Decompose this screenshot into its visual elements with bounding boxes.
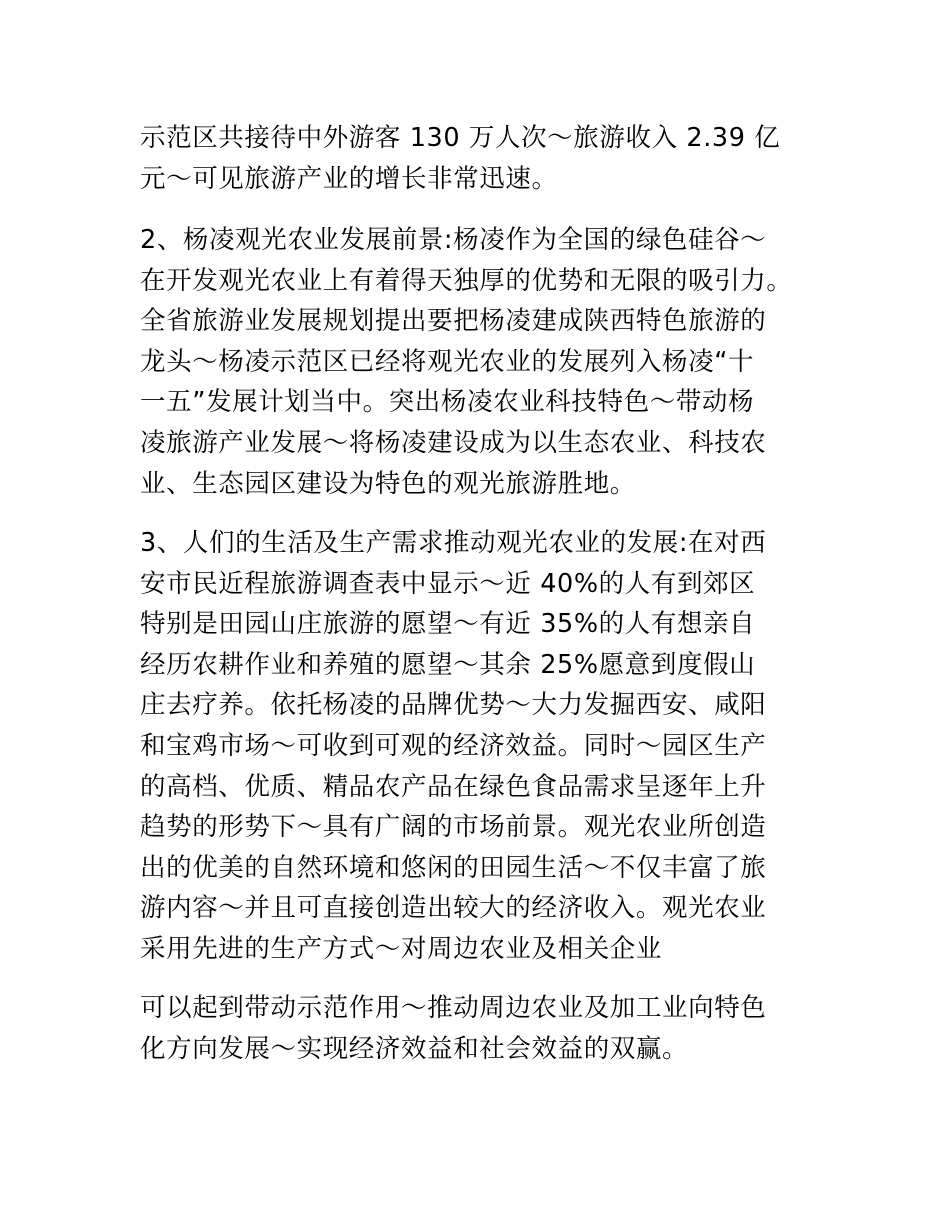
text-line: 2、杨凌观光农业发展前景:杨凌作为全国的绿色硅谷～ [140, 225, 767, 255]
text-line: 3、人们的生活及生产需求推动观光农业的发展:在对西 [140, 528, 767, 558]
text-line: 出的优美的自然环境和悠闲的田园生活～不仅丰富了旅 [140, 852, 767, 883]
text-line: 在开发观光农业上有着得天独厚的优势和无限的吸引力。 [140, 265, 793, 296]
paragraph-demand-drivers [140, 523, 766, 970]
text-line: 特别是田园山庄旅游的愿望～有近 35%的人有想亲自 [140, 609, 756, 640]
text-line: 一五”发展计划当中。突出杨凌农业科技特色～带动杨 [140, 387, 755, 418]
text-line: 游内容～并且可直接创造出较大的经济收入。观光农业 [140, 893, 767, 924]
text-line: 庄去疗养。依托杨凌的品牌优势～大力发掘西安、咸阳 [140, 690, 767, 721]
text-line: 和宝鸡市场～可收到可观的经济效益。同时～园区生产 [140, 730, 767, 761]
text-line: 趋势的形势下～具有广阔的市场前景。观光农业所创造 [140, 812, 767, 843]
text-line: 的高档、优质、精品农产品在绿色食品需求呈逐年上升 [140, 771, 767, 802]
text-line: 经历农耕作业和养殖的愿望～其余 25%愿意到度假山 [140, 649, 756, 680]
text-line: 化方向发展～实现经济效益和社会效益的双赢。 [140, 1033, 689, 1064]
text-line: 可以起到带动示范作用～推动周边农业及加工业向特色 [140, 993, 767, 1023]
text-line: 业、生态园区建设为特色的观光旅游胜地。 [140, 468, 636, 499]
paragraph-development-prospects [140, 220, 793, 504]
text-line: 全省旅游业发展规划提出要把杨凌建成陕西特色旅游的 [140, 306, 767, 337]
text-line: 凌旅游产业发展～将杨凌建设成为以生态农业、科技农 [140, 427, 767, 458]
text-line: 龙头～杨凌示范区已经将观光农业的发展列入杨凌“十 [140, 346, 755, 377]
paragraph-visitor-statistics [140, 118, 780, 199]
text-line: 元～可见旅游产业的增长非常迅速。 [140, 163, 558, 194]
text-line: 采用先进的生产方式～对周边农业及相关企业 [140, 933, 663, 964]
text-line: 示范区共接待中外游客 130 万人次～旅游收入 2.39 亿 [140, 123, 781, 153]
text-line: 安市民近程旅游调查表中显示～近 40%的人有到郊区 [140, 568, 756, 599]
paragraph-demonstration-effect [140, 988, 766, 1069]
